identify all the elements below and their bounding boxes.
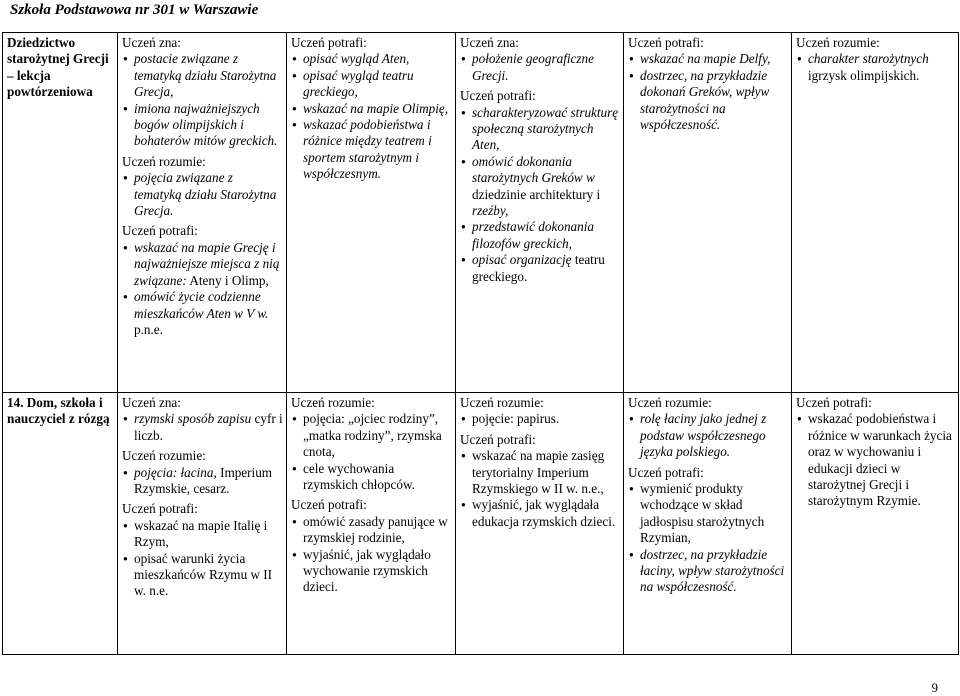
- requirement-text-upright: cyfr i liczb.: [134, 411, 283, 443]
- page-number: 9: [931, 680, 938, 695]
- requirement-text: omówić dokonania starożytnych Greków w: [472, 153, 595, 186]
- requirement-group: [460, 88, 620, 285]
- requirement-item: [122, 551, 283, 600]
- requirement-label: Uczeń rozumie:: [291, 395, 375, 410]
- requirement-text-upright: p.n.e.: [134, 321, 163, 337]
- requirement-text: wyjaśnić, jak wyglądała edukacja rzymskich dzieci.: [472, 497, 616, 529]
- requirement-list: [460, 448, 620, 530]
- requirement-item: [122, 170, 283, 219]
- requirement-label: Uczeń potrafi:: [460, 431, 536, 447]
- requirement-item: [122, 518, 283, 551]
- requirement-label: Uczeń potrafi:: [122, 223, 198, 239]
- requirement-item: [460, 497, 620, 530]
- requirement-text: położenie geograficzne Grecji.: [472, 51, 594, 83]
- requirement-text: rzeźby,: [472, 203, 509, 219]
- requirement-group: [796, 35, 955, 84]
- requirement-group: [122, 223, 283, 338]
- requirement-text-upright: teatru greckiego.: [472, 252, 605, 284]
- requirement-cell: [792, 393, 959, 655]
- requirement-item: [291, 514, 452, 547]
- requirement-group: [122, 448, 283, 497]
- requirement-item: [628, 51, 788, 67]
- requirement-item: [291, 547, 452, 596]
- requirement-list: [122, 51, 283, 149]
- requirement-text: wyjaśnić, jak wyglądało wychowanie rzymskich dzieci.: [303, 546, 431, 595]
- requirement-text: wskazać podobieństwa i różnice w warunkach życia oraz w wychowaniu i edukacji dzieci w starożytnej Grecji i starożytnym Rzymie.: [808, 411, 952, 509]
- requirement-text: wskazać na mapie Italię i Rzym,: [134, 517, 268, 550]
- requirement-label: Uczeń zna:: [122, 35, 181, 50]
- requirement-text: dostrzec, na przykładzie dokonań Greków, wpływ starożytności na współczesność.: [640, 67, 770, 133]
- requirement-group: [291, 395, 452, 493]
- lesson-topic: 14. Dom, szkoła i nauczyciel z rózgą: [3, 393, 118, 655]
- requirement-text-upright: igrzysk olimpijskich.: [808, 67, 920, 83]
- requirement-item: [291, 411, 452, 460]
- requirement-label: Uczeń potrafi:: [291, 35, 367, 50]
- requirement-label: Uczeń potrafi:: [628, 35, 704, 50]
- requirement-cell: [118, 393, 287, 655]
- requirement-group: [796, 395, 955, 510]
- requirement-list: [122, 518, 283, 600]
- requirement-text: opisać warunki życia mieszkańców Rzymu w II w. n.e.: [134, 550, 273, 599]
- requirement-list: [291, 411, 452, 493]
- requirement-cell: [792, 33, 959, 393]
- requirement-label: Uczeń potrafi:: [796, 395, 872, 410]
- lesson-topic: Dziedzictwo starożytnej Grecji – lekcja powtórzeniowa: [3, 33, 118, 393]
- requirement-cell: [456, 393, 624, 655]
- requirement-list: [628, 411, 788, 460]
- requirement-text: wymienić produkty wchodzące w skład jadłospisu starożytnych Rzymian,: [640, 481, 765, 546]
- requirement-item: [460, 448, 620, 497]
- requirement-list: [122, 240, 283, 338]
- requirement-item: [460, 154, 620, 220]
- requirement-item: [122, 465, 283, 498]
- requirement-label: Uczeń zna:: [122, 395, 181, 410]
- requirement-cell: [287, 393, 456, 655]
- requirement-list: [122, 465, 283, 498]
- requirement-group: [122, 395, 283, 444]
- requirement-cell: [624, 33, 792, 393]
- requirement-cell: [456, 33, 624, 393]
- requirement-group: [291, 497, 452, 595]
- requirement-item: [291, 117, 452, 183]
- requirement-list: [796, 51, 955, 84]
- requirement-text: rolę łaciny jako jednej z podstaw współczesnego języka polskiego.: [640, 411, 767, 460]
- requirement-item: [291, 461, 452, 494]
- requirement-group: [628, 465, 788, 596]
- requirement-item: [122, 289, 283, 338]
- requirement-text: wskazać na mapie Grecję i najważniejsze miejsca z nią związane:: [134, 239, 280, 288]
- requirement-text: wskazać podobieństwa i różnice między teatrem i sportem starożytnym i współczesnym.: [303, 117, 432, 182]
- requirement-label: Uczeń rozumie:: [122, 153, 206, 169]
- requirement-group: [460, 395, 620, 428]
- requirement-text: wskazać na mapie Olimpię,: [303, 100, 449, 116]
- requirement-list: [291, 514, 452, 596]
- requirement-item: [291, 51, 452, 67]
- requirement-cell: [287, 33, 456, 393]
- requirement-label: Uczeń rozumie:: [628, 395, 712, 410]
- requirement-text: opisać organizację: [472, 252, 572, 268]
- requirement-list: [122, 411, 283, 444]
- requirement-list: [796, 411, 955, 509]
- requirement-cell: [118, 33, 287, 393]
- requirement-text: pojęcie: papirus.: [472, 411, 560, 427]
- table-row: [3, 393, 959, 655]
- requirement-text: opisać wygląd teatru greckiego,: [303, 67, 414, 100]
- requirement-text-upright: dziedzinie architektury i: [472, 186, 601, 202]
- requirement-item: [796, 51, 955, 84]
- requirement-item: [628, 68, 788, 134]
- requirement-label: Uczeń potrafi:: [291, 497, 367, 513]
- requirement-text: pojęcia: łacina,: [134, 464, 217, 480]
- requirement-group: [122, 154, 283, 220]
- curriculum-table: [2, 32, 959, 655]
- requirement-label: Uczeń rozumie:: [460, 395, 544, 410]
- requirement-text: cele wychowania rzymskich chłopców.: [303, 460, 415, 493]
- requirement-group: [122, 501, 283, 599]
- requirement-label: Uczeń potrafi:: [460, 88, 536, 104]
- requirement-group: [628, 35, 788, 133]
- requirement-text: pojęcia: „ojciec rodziny”, „matka rodziny”, rzymska cnota,: [303, 411, 442, 460]
- requirement-list: [291, 51, 452, 182]
- requirement-list: [628, 51, 788, 133]
- table-row: [3, 33, 959, 393]
- requirement-text-upright: Imperium Rzymskie, cesarz.: [134, 464, 273, 497]
- requirement-list: [122, 170, 283, 219]
- requirement-item: [628, 547, 788, 596]
- requirement-item: [460, 411, 620, 427]
- requirement-label: Uczeń rozumie:: [122, 448, 206, 464]
- requirement-label: Uczeń potrafi:: [122, 501, 198, 517]
- requirement-item: [291, 68, 452, 101]
- requirement-text: przedstawić dokonania filozofów greckich,: [472, 219, 594, 251]
- requirement-list: [460, 105, 620, 285]
- requirement-text: wskazać na mapie zasięg terytorialny Imperium Rzymskiego w II w. n.e.,: [472, 448, 605, 497]
- requirement-list: [460, 411, 620, 427]
- requirement-group: [460, 432, 620, 530]
- requirement-item: [460, 219, 620, 252]
- requirement-item: [122, 101, 283, 150]
- requirement-item: [122, 240, 283, 289]
- requirement-item: [460, 252, 620, 285]
- requirement-group: [460, 35, 620, 84]
- requirement-text: wskazać na mapie Delfy,: [640, 51, 771, 67]
- requirement-item: [460, 51, 620, 84]
- requirement-item: [796, 411, 955, 509]
- requirement-text: dostrzec, na przykładzie łaciny, wpływ starożytności na współczesność.: [640, 546, 785, 595]
- curriculum-table-body: [3, 33, 959, 655]
- requirement-text: omówić życie codzienne mieszkańców Aten w V w.: [134, 289, 269, 321]
- requirement-item: [122, 51, 283, 100]
- requirement-label: Uczeń zna:: [460, 35, 519, 50]
- requirement-group: [628, 395, 788, 461]
- requirement-item: [628, 481, 788, 547]
- requirement-text: omówić zasady panujące w rzymskiej rodzinie,: [303, 513, 448, 546]
- requirement-item: [291, 101, 452, 117]
- requirement-item: [460, 105, 620, 154]
- requirement-cell: [624, 393, 792, 655]
- requirement-text: pojęcia związane z tematyką działu Starożytna Grecja.: [134, 170, 277, 219]
- requirement-text: charakter starożytnych: [808, 51, 929, 67]
- requirement-group: [291, 35, 452, 183]
- requirement-text: scharakteryzować strukturę społeczną starożytnych Aten,: [472, 104, 619, 153]
- requirement-text: imiona najważniejszych bogów olimpijskich i bohaterów mitów greckich.: [134, 100, 278, 149]
- requirement-text-upright: Ateny i Olimp,: [189, 272, 269, 288]
- requirement-item: [122, 411, 283, 444]
- requirement-item: [628, 411, 788, 460]
- document-header: Szkoła Podstawowa nr 301 w Warszawie: [10, 2, 259, 18]
- requirement-label: Uczeń potrafi:: [628, 464, 704, 480]
- requirement-label: Uczeń rozumie:: [796, 35, 880, 50]
- requirement-text: opisać wygląd Aten,: [303, 51, 410, 67]
- requirement-group: [122, 35, 283, 150]
- requirement-list: [460, 51, 620, 84]
- requirement-text: rzymski sposób zapisu: [134, 411, 252, 427]
- requirement-list: [628, 481, 788, 596]
- requirement-text: postacie związane z tematyką działu Starożytna Grecja,: [134, 51, 277, 100]
